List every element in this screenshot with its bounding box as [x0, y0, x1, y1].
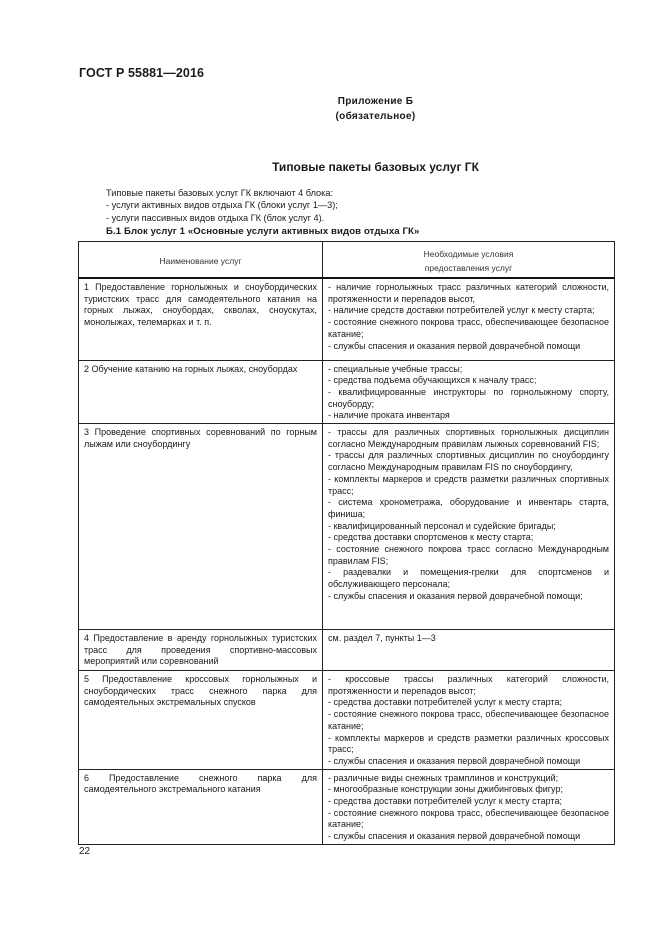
condition-item: - службы спасения и оказания первой доврачебной помощи — [328, 340, 581, 351]
service-name-cell: 6 Предоставление снежного парка для самодеятельного экстремального катания — [79, 769, 323, 844]
table-row — [79, 769, 615, 844]
table-row — [79, 671, 615, 770]
header-conditions-line2: предоставления услуг — [424, 262, 513, 273]
condition-item: - система хронометража, оборудование и инвентарь старта, финиша; — [328, 497, 609, 519]
table-row — [79, 360, 615, 424]
header-service-name: Наименование услуг — [79, 242, 323, 279]
condition-item: - комплекты маркеров и средств разметки различных спортивных трасс; — [328, 473, 609, 496]
intro-line: - услуги активных видов отдыха ГК (блоки услуг 1—3); — [106, 200, 338, 211]
table-row — [79, 278, 615, 360]
condition-item: - состояние снежного покрова трасс, обеспечивающее безопасное катание; — [328, 317, 609, 339]
intro-paragraph — [106, 187, 338, 224]
condition-item: - наличие горнолыжных трасс различных категорий сложности, протяженности и перепадов высот, — [328, 282, 609, 304]
table-row — [79, 630, 615, 671]
conditions-cell — [323, 278, 615, 360]
condition-item: - трассы для различных спортивных горнолыжных дисциплин согласно Международным правилам лыжных соревнований FIS; — [328, 427, 609, 449]
conditions-cell — [323, 424, 615, 630]
condition-item: - различные виды снежных трамплинов и конструкций; — [328, 772, 559, 783]
table-body — [79, 278, 615, 844]
condition-item: - наличие проката инвентаря — [328, 410, 450, 421]
appendix-status: (обязательное) — [335, 111, 416, 122]
page-title: Типовые пакеты базовых услуг ГК — [272, 160, 479, 174]
conditions-cell — [323, 360, 615, 424]
service-name-cell: 1 Предоставление горнолыжных и сноубордических туристских трасс для самодеятельного катания на горных лыжах, сноубордах, скволах, сноускутах, монолыжах, телемарках и т. п. — [79, 278, 323, 360]
condition-item: - средства доставки потребителей услуг к месту старта; — [328, 697, 562, 708]
condition-item: - средства подъема обучающихся к началу трасс; — [328, 375, 537, 386]
service-name-cell: 3 Проведение спортивных соревнований по горным лыжам или сноубордингу — [79, 424, 323, 630]
service-name-cell: 2 Обучение катанию на горных лыжах, сноубордах — [79, 360, 323, 424]
section-heading: Б.1 Блок услуг 1 «Основные услуги активных видов отдыха ГК» — [106, 226, 420, 237]
header-conditions — [323, 242, 615, 279]
condition-item: - состояние снежного покрова трасс, обеспечивающее безопасное катание; — [328, 807, 609, 830]
condition-item: - службы спасения и оказания первой доврачебной помощи — [328, 755, 581, 766]
conditions-cell — [323, 671, 615, 770]
condition-item: - наличие средств доставки потребителей услуг к месту старта; — [328, 305, 595, 316]
condition-item: - состояние снежного покрова трасс, обеспечивающее безопасное катание; — [328, 709, 609, 731]
condition-item: - службы спасения и оказания первой доврачебной помощи — [328, 831, 581, 842]
condition-item: - средства доставки спортсменов к месту старта; — [328, 532, 534, 543]
condition-item: - средства доставки потребителей услуг к месту старта; — [328, 796, 562, 807]
conditions-cell — [323, 630, 615, 671]
service-name-cell: 5 Предоставление кроссовых горнолыжных и сноубордических трасс снежного парка для самодеятельных экстремальных спусков — [79, 671, 323, 770]
condition-item: - службы спасения и оказания первой доврачебной помощи; — [328, 590, 583, 601]
intro-line: Типовые пакеты базовых услуг ГК включают 4 блока: — [106, 188, 334, 198]
header-conditions-line1: Необходимые условия — [423, 248, 514, 259]
conditions-cell — [323, 769, 615, 844]
services-table — [78, 241, 615, 845]
condition-item: - специальные учебные трассы; — [328, 363, 463, 374]
table-row — [79, 424, 615, 630]
standard-number: ГОСТ Р 55881—2016 — [79, 66, 205, 80]
page-number: 22 — [79, 846, 91, 857]
condition-item: см. раздел 7, пункты 1—3 — [328, 633, 436, 644]
condition-item: - квалифицированные инструкторы по горнолыжному спорту, сноуборду; — [328, 386, 609, 409]
service-name-cell: 4 Предоставление в аренду горнолыжных туристских трасс для проведения спортивно-массовых мероприятий или соревнований — [79, 630, 323, 671]
condition-item: - комплекты маркеров и средств разметки различных кроссовых трасс; — [328, 732, 609, 755]
condition-item: - квалифицированный персонал и судейские бригады; — [328, 520, 556, 531]
condition-item: - кроссовые трассы различных категорий сложности, протяженности и перепадов высот; — [328, 674, 609, 696]
condition-item: - состояние снежного покрова трасс согласно Международным правилам FIS; — [328, 544, 609, 566]
intro-line: - услуги пассивных видов отдыха ГК (блок услуг 4). — [106, 212, 325, 223]
condition-item: - трассы для различных спортивных дисциплин по сноубордингу согласно Международным правилам FIS по сноубордингу, — [328, 450, 609, 473]
table-header-row — [79, 242, 615, 279]
appendix-label: Приложение Б — [337, 96, 414, 107]
condition-item: - раздевалки и помещения-грелки для спортсменов и обслуживающего персонала; — [328, 567, 609, 590]
condition-item: - многообразные конструкции зоны джибинговых фигур; — [328, 784, 563, 795]
